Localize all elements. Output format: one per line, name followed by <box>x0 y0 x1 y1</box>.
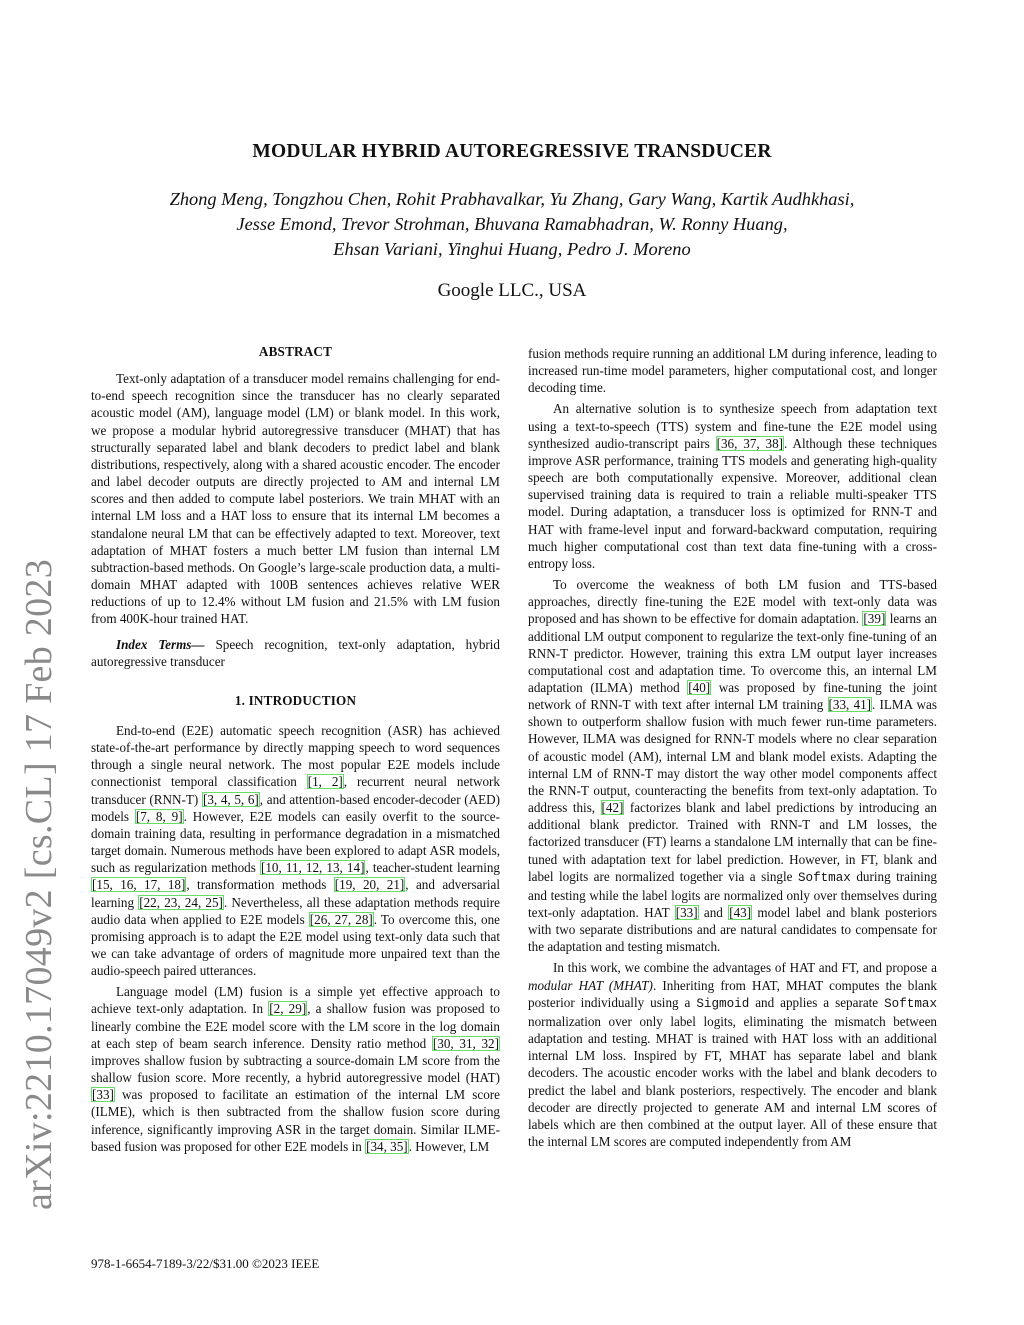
citation-link[interactable]: [22, 23, 24, 25] <box>139 894 223 910</box>
paragraph-text: Language model (LM) fusion is a simple yet effective approach to achieve text-only adaptation. In <box>91 984 500 1017</box>
paragraph-text: An alternative solution is to synthesize speech from adaptation text using a text-to-speech (TTS) system and fine-tune the E2E model using synthesized audio-transcript pairs <box>528 401 937 451</box>
paragraph-text: . Inheriting from HAT, MHAT computes the blank posterior individually using a <box>528 977 938 1010</box>
paragraph-text: . However, LM <box>408 1138 490 1154</box>
author-line: Ehsan Variani, Yinghui Huang, Pedro J. Moreno <box>333 239 691 259</box>
arxiv-side-stamp: arXiv:2210.17049v2 [cs.CL] 17 Feb 2023 <box>18 559 60 1210</box>
left-column <box>91 343 500 1159</box>
paragraph-text: factorizes blank and label predictions by introducing an additional blank predictor. Trained with RNN-T and LM losses, the factorized transducer (FT) learns a standalone LM internally that can be fine-tuned with adaptation text for label prediction. However, in FT, blank and label logits are normalized together via a single <box>528 800 937 884</box>
author-list <box>100 187 924 262</box>
paragraph-text: , and attention-based encoder-decoder (AED) models <box>91 791 500 824</box>
paragraph-text: model label and blank posteriors with two separate distributions and are natural candidates to compensate for the adaptation and testing mismatch. <box>528 905 937 955</box>
paragraph-text: In this work, we combine the advantages of HAT and FT, and propose a <box>553 960 937 976</box>
paragraph-text: . To overcome this, one promising approach is to adapt the E2E model using text-only data such that we can take advantage of orders of magnitude more unpaired text than the audio-speech paired utterances. <box>91 911 500 979</box>
citation-link[interactable]: [33, 41] <box>828 697 872 713</box>
paragraph-text: . Although these techniques improve ASR performance, training TTS models and generating high-quality speech are both computationally expensive. Moreover, additional clean supervised training data is required to train a reliable multi-speaker TTS model. During adaptation, a transducer loss is optimized for RNN-T and HAT with frame-level input and forward-backward computation, requiring much higher computational cost than text data fine-tuning with a cross-entropy loss. <box>528 435 937 571</box>
right-paragraph-0: fusion methods require running an additional LM during inference, leading to increased run-time model parameters, higher computational cost, and longer decoding time. <box>528 346 937 396</box>
paragraph-text: , transformation methods <box>186 877 334 893</box>
paper-title: MODULAR HYBRID AUTOREGRESSIVE TRANSDUCER <box>252 141 772 162</box>
section-heading-introduction: 1. INTRODUCTION <box>234 692 357 708</box>
paragraph-text: , recurrent neural network transducer (RNN-T) <box>91 774 500 807</box>
emphasis-term: modular HAT (MHAT) <box>528 977 653 993</box>
paragraph-text: was proposed by fine-tuning the joint network of RNN-T with text after internal LM training <box>528 679 937 713</box>
citation-link[interactable]: [36, 37, 38] <box>716 435 784 451</box>
citation-link[interactable]: [10, 11, 12, 13, 14] <box>260 860 365 876</box>
paragraph-text: , a shallow fusion was proposed to linearly combine the E2E model score with the LM score in the log domain at each step of beam search inference. Density ratio method <box>91 1001 500 1051</box>
right-paragraph-3 <box>528 959 937 1150</box>
citation-link[interactable]: [1, 2] <box>307 774 343 790</box>
citation-link[interactable]: [43] <box>729 905 752 920</box>
code-term: Sigmoid <box>696 996 750 1011</box>
paragraph-text: To overcome the weakness of both LM fusion and TTS-based approaches, directly fine-tuning the E2E model with text-only data was proposed and has shown to be effective for domain adaptation. <box>528 577 937 627</box>
code-term: Softmax <box>797 870 851 885</box>
citation-link[interactable]: [33] <box>675 905 698 920</box>
author-line: Zhong Meng, Tongzhou Chen, Rohit Prabhavalkar, Yu Zhang, Gary Wang, Kartik Audhkhasi, <box>169 189 855 209</box>
right-column <box>528 345 937 1154</box>
paragraph-text: , and adversarial learning <box>91 877 500 910</box>
citation-link[interactable]: [15, 16, 17, 18] <box>92 877 186 893</box>
paragraph-text: . ILMA was shown to outperform shallow fusion with much fewer run-time parameters. However, ILMA was designed for RNN-T models where no clear separation of acoustic model (AM), internal LM and blank model exists. Adapting the internal LM of RNN-T may distort the way other model components affect the RNN-T output, counteracting the benefits from text-only adaptation. To address this, <box>528 697 937 816</box>
paragraph-text: , teacher-student learning <box>365 860 500 876</box>
paragraph-text: normalization over only label logits, eliminating the mismatch between adaptation and testing. MHAT is trained with HAT loss with an additional internal LM loss. Inspired by FT, MHAT has separate label and blank decoders. The acoustic encoder works with the label and blank decoders to predict the label and blank posteriors, respectively. The encoder and blank decoder are directly projected to generate AM and internal LM scores of labels which are then combined at the output layer. All of these ensure that the internal LM scores are computed independently from AM <box>528 1013 937 1150</box>
paragraph-text: . Nevertheless, all these adaptation methods require audio data when applied to E2E models <box>91 894 501 927</box>
citation-link[interactable]: [7, 8, 9] <box>135 808 183 824</box>
paragraph-text: improves shallow fusion by subtracting a source-domain LM score from the shallow fusion score. More recently, a hybrid autoregressive model (HAT) <box>91 1052 500 1086</box>
abstract-heading: ABSTRACT <box>258 344 333 359</box>
citation-link[interactable]: [2, 29] <box>269 1001 307 1017</box>
right-paragraph-1 <box>528 400 937 572</box>
right-paragraph-2 <box>528 576 937 955</box>
paragraph-text: during training and testing while the label logits are normalized only over themselves during text-only adaptation. HAT <box>528 868 937 920</box>
index-terms-label: Index Terms— <box>116 636 205 652</box>
citation-link[interactable]: [42] <box>601 800 624 816</box>
citation-link[interactable]: [3, 4, 5, 6] <box>202 791 259 807</box>
citation-link[interactable]: [34, 35] <box>366 1138 408 1154</box>
citation-link[interactable]: [30, 31, 32] <box>432 1035 499 1051</box>
paragraph-text: and applies a separate <box>749 994 885 1010</box>
affiliation: Google LLC., USA <box>437 280 587 301</box>
paragraph-text: End-to-end (E2E) automatic speech recognition (ASR) has achieved state-of-the-art performance by directly mapping speech to word sequences through a single neural network. The most popular E2E models include connectionist temporal classification <box>91 722 500 790</box>
paragraph-text: . However, E2E models can easily overfit to the source-domain training data, resulting in performance degradation in a mismatched target domain. Numerous methods have been explored to adapt ASR models, such as regularization methods <box>91 808 500 876</box>
citation-link[interactable]: [40] <box>688 679 711 695</box>
code-term: Softmax <box>884 996 937 1011</box>
author-line: Jesse Emond, Trevor Strohman, Bhuvana Ramabhadran, W. Ronny Huang, <box>236 214 788 234</box>
index-terms <box>91 636 500 670</box>
copyright-footer: 978-1-6654-7189-3/22/$31.00 ©2023 IEEE <box>91 1256 320 1271</box>
citation-link[interactable]: [19, 20, 21] <box>334 877 405 893</box>
intro-paragraph-1 <box>91 722 500 979</box>
paragraph-text: learns an additional LM output component to regularize the text-only fine-tuning of an RNN-T predictor. However, training this extra LM output layer increases computational cost and adaptation time. To overcome this, an internal LM adaptation (ILMA) method <box>528 611 937 695</box>
citation-link[interactable]: [39] <box>863 611 886 627</box>
index-terms-text: Speech recognition, text-only adaptation, hybrid autoregressive transducer <box>91 636 500 669</box>
citation-link[interactable]: [33] <box>92 1087 114 1103</box>
abstract-text: Text-only adaptation of a transducer model remains challenging for end-to-end speech recognition since the transducer has no clearly separated acoustic model (AM), language model (LM) or blank model. In this work, we propose a modular hybrid autoregressive transducer (MHAT) that has structurally separated label and blank decoders to predict label and blank distributions, respectively, along with a shared acoustic encoder. The encoder and label decoder outputs are directly projected to AM and internal LM scores and then added to compute label posteriors. We train MHAT with an internal LM loss and a HAT loss to ensure that its internal LM becomes a standalone neural LM that can be effectively adapted to text. Moreover, text adaptation of MHAT fosters a much better LM fusion than internal LM subtraction-based methods. On Google’s large-scale production data, a multi-domain MHAT adapted with 100B sentences achieves relative WER reductions of up to 12.4% without LM fusion and 21.5% with LM fusion from 400K-hour trained HAT. <box>91 371 500 627</box>
paragraph-text: was proposed to facilitate an estimation of the internal LM score (ILME), which is then subtracted from the shallow fusion score during inference, significantly improving ASR in the target domain. Similar ILME-based fusion was proposed for other E2E models in <box>91 1087 500 1154</box>
intro-paragraph-2 <box>91 983 500 1155</box>
citation-link[interactable]: [26, 27, 28] <box>309 911 373 927</box>
paragraph-text: and <box>698 905 729 920</box>
